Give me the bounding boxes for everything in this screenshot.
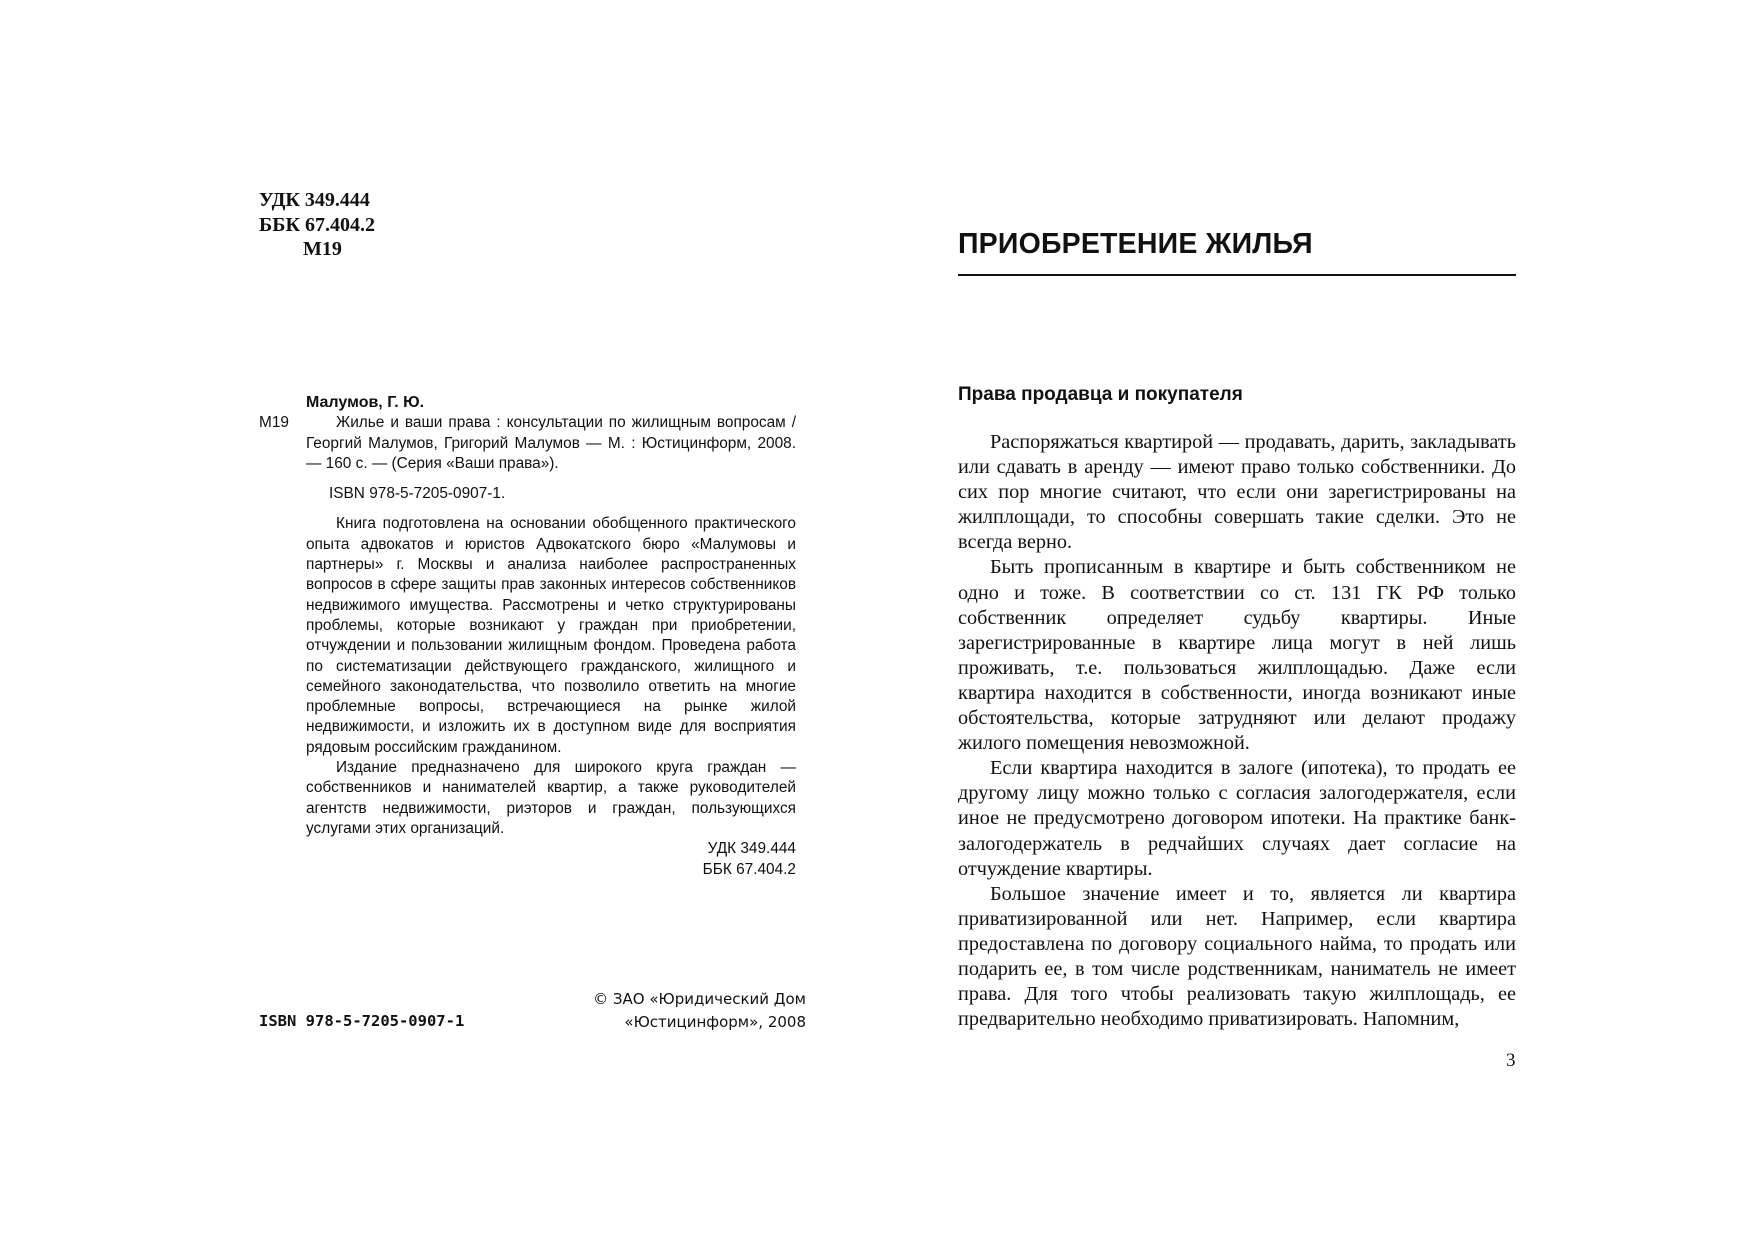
annotation-paragraph: Книга подготовлена на основании обобщенного практического опыта адвокатов и юристов Адвокатского бюро «Малумовы и партнеры» г. Москвы и анализа наиболее распространенных вопросов в сфере защиты прав законных интересов собственников недвижимого имущества. Рассмотрены и четко структурированы проблемы, которые возникают у граждан при приобретении, отчуждении и пользовании жилищным фондом. Проведена работа по систематизации действующего гражданского, жилищного и семейного законодательства, что позволило ответить на многие проблемные вопросы, встречающиеся на рынке жилой недвижимости, и изложить их в доступном виде для восприятия рядовым российским гражданином.	[306, 515, 796, 756]
record-entry: Жилье и ваши права : консультации по жилищным вопросам / Георгий Малумов, Григорий Малумов — М. : Юстицинформ, 2008. — 160 с. — (Серия «Ваши права»).	[306, 414, 796, 472]
record-author-mark: М19	[259, 414, 289, 432]
isbn-footer: ISBN 978-5-7205-0907-1	[259, 1012, 465, 1030]
body-paragraph: Если квартира находится в залоге (ипотека), то продать ее другому лицу можно только с согласия залогодержателя, если иное не предусмотрено договором ипотеки. На практике банк-залогодержатель в редчайших случаях дает согласие на отчуждение квартиры.	[958, 757, 1516, 880]
body-paragraph: Большое значение имеет и то, является ли квартира приватизированной или нет. Например, если квартира предоставлена по договору социального найма, то продать или подарить ее, в том числе родственникам, наниматель не имеет права. Для того чтобы реализовать такую жилплощадь, ее предварительно необходимо приватизировать. Напомним,	[958, 882, 1516, 1031]
body-paragraph: Быть прописанным в квартире и быть собственником не одно и тоже. В соответствии со ст. 131 ГК РФ только собственник определяет судьбу квартиры. Иные зарегистрированные в квартире лица могут в ней лишь проживать, т.е. пользоваться жилплощадью. Даже если квартира находится в собственности, иногда возникают иные обстоятельства, которые затрудняют или делают продажу жилого помещения невозможной.	[958, 556, 1516, 755]
body-paragraph: Распоряжаться квартирой — продавать, дарить, закладывать или сдавать в аренду — имеют право только собственники. До сих пор многие считают, что если они зарегистрированы на жилплощади, то способны совершать такие сделки. Это не всегда верно.	[958, 431, 1516, 554]
section-title: Права продавца и покупателя	[958, 384, 1243, 405]
record-bbk: ББК 67.404.2	[702, 860, 796, 878]
record-entry-row	[259, 413, 796, 474]
copyright-line-2: «Юстицинформ», 2008	[624, 1013, 806, 1031]
chapter-title-rule	[958, 274, 1516, 276]
author-mark: М19	[303, 238, 342, 260]
record-udk: УДК 349.444	[707, 840, 796, 858]
copyright-notice	[570, 988, 806, 1034]
record-annotation	[259, 514, 796, 839]
body-text	[958, 430, 1516, 1032]
copyright-line-1: © ЗАО «Юридический Дом	[593, 990, 806, 1008]
record-author: Малумов, Г. Ю.	[306, 394, 425, 411]
annotation-paragraph: Издание предназначено для широкого круга граждан — собственников и нанимателей квартир, а также руководителей агентств недвижимости, риэторов и граждан, пользующихся услугами этих организаций.	[306, 759, 796, 837]
classification-codes	[259, 188, 375, 262]
page-number: 3	[1506, 1050, 1516, 1071]
chapter-title: ПРИОБРЕТЕНИЕ ЖИЛЬЯ	[958, 228, 1313, 260]
udk-code: УДК 349.444	[259, 189, 370, 211]
record-isbn: ISBN 978-5-7205-0907-1.	[329, 485, 506, 503]
bbk-code: ББК 67.404.2	[259, 213, 375, 236]
bibliographic-record	[259, 393, 796, 880]
